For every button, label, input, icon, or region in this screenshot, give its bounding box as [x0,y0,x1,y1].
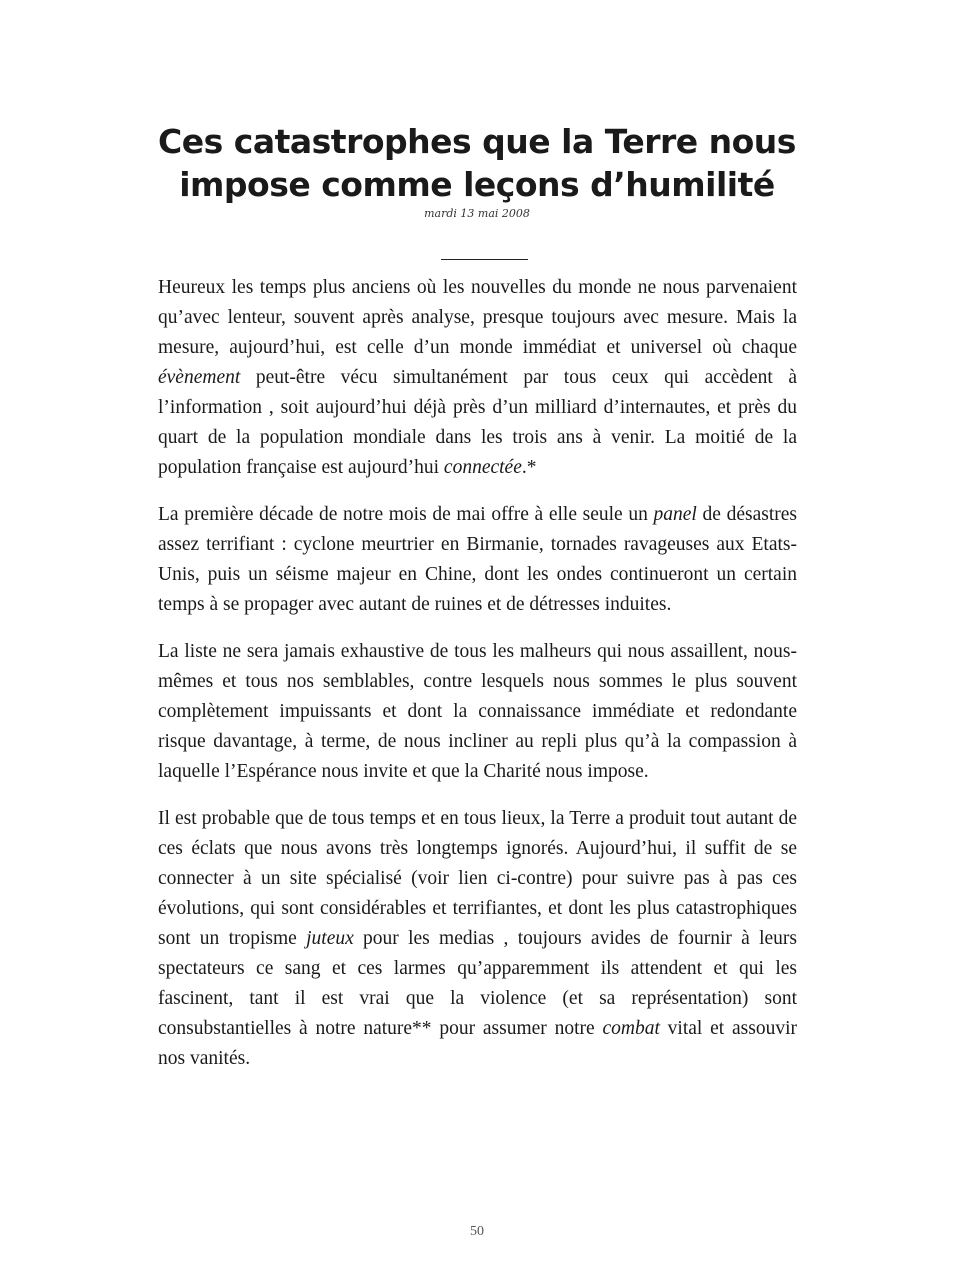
paragraph-1-italic-b: connectée [443,457,522,478]
paragraph-4-text-b: pour les medias , toujours avides de fournir à leurs spectateurs ce sang et ces larmes qu’apparemment ils attendent et qui les fascinent, tant il est vrai que la violence (et sa représentation) sont consubstantielles à notre nature** pour assumer notre [158,928,797,1039]
paragraph-1-text-a: Heureux les temps plus anciens où les nouvelles du monde ne nous parvenaient qu’avec lenteur, souvent après analyse, presque toujours avec mesure. Mais la mesure, aujourd’hui, est celle d’un monde immédiat et universel où chaque [158,277,797,358]
page-number: 50 [470,1224,484,1239]
paragraph-4-text-a: Il est probable que de tous temps et en tous lieux, la Terre a produit tout autant de ces éclats que nous avons très longtemps ignorés. Aujourd’hui, il suffit de se connecter à un site spécialisé (voir lien ci-contre) pour suivre pas à pas ces évolutions, qui sont considérables et terrifiantes, et dont les plus catastrophiques sont un tropisme [158,808,797,949]
paragraph-4-italic-b: combat [602,1018,660,1039]
paragraph-1-italic-a: évènement [158,367,241,388]
publication-date: mardi 13 mai 2008 [424,207,530,220]
page-title [120,120,834,206]
paragraph-1 [158,273,797,483]
title-line-2: impose comme leçons d’humilité [179,165,775,204]
paragraph-3 [158,637,797,787]
paragraph-2 [158,500,797,620]
title-line-1: Ces catastrophes que la Terre nous [158,122,796,161]
paragraph-4-text-c: vital et assouvir nos vanités. [158,1018,797,1069]
paragraph-1-text-b: peut-être vécu simultanément par tous ceux qui accèdent à l’information , soit aujourd’hui déjà près d’un milliard d’internautes, et près du quart de la population mondiale dans les trois ans à venir. La moitié de la population française est aujourd’hui [158,367,797,478]
paragraph-2-italic: panel [653,504,697,525]
paragraph-2-text-b: de désastres assez terrifiant : cyclone meurtrier en Birmanie, tornades ravageuses aux Etats-Unis, puis un séisme majeur en Chine, dont les ondes continueront un certain temps à se propager avec autant de ruines et de détresses induites. [158,504,797,615]
paragraph-4-italic-a: juteux [306,928,354,949]
paragraph-2-text-a: La première décade de notre mois de mai offre à elle seule un [158,504,654,525]
article-body [158,273,797,1091]
paragraph-4 [158,804,797,1074]
title-separator-rule [441,259,528,260]
paragraph-1-text-c: .* [521,457,537,478]
paragraph-3-text: La liste ne sera jamais exhaustive de tous les malheurs qui nous assaillent, nous-mêmes et tous nos semblables, contre lesquels nous sommes le plus souvent complètement impuissants et dont la connaissance immédiate et redondante risque davantage, à terme, de nous incliner au repli plus qu’à la compassion à laquelle l’Espérance nous invite et que la Charité nous impose. [158,641,797,782]
